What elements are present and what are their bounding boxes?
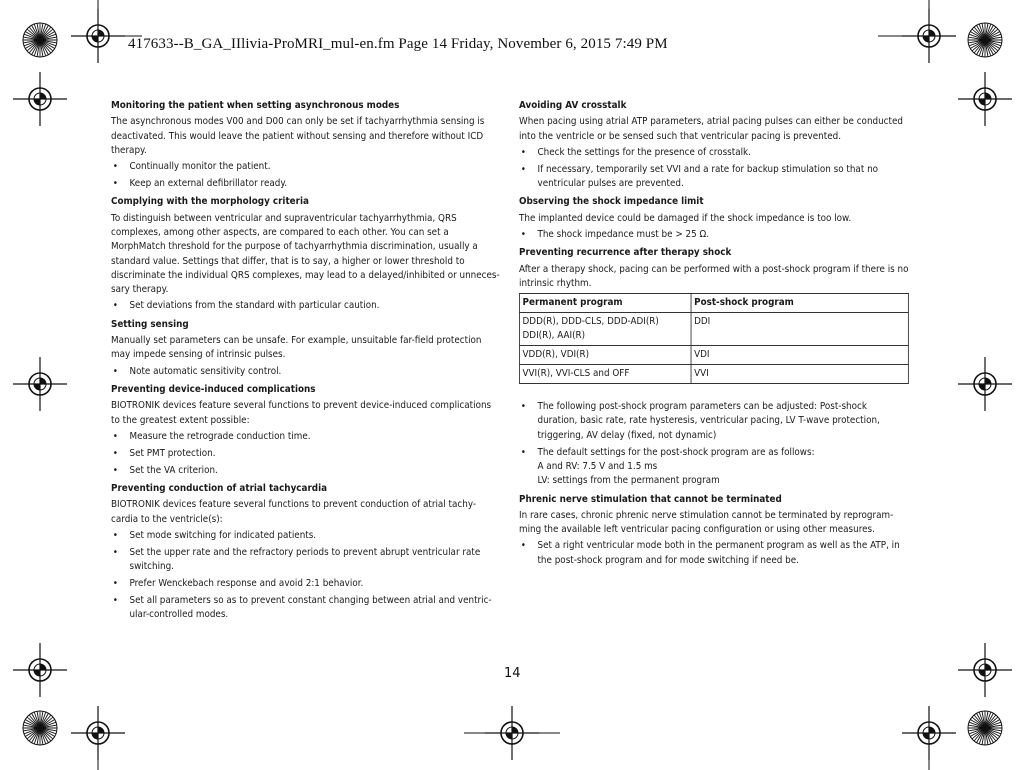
list-item-text: Check the settings for the presence of crosstalk. <box>537 146 751 158</box>
table-cell: VVI <box>691 365 908 384</box>
registration-mark-icon <box>13 357 67 411</box>
left-column <box>111 99 501 626</box>
table-row <box>519 365 908 384</box>
section <box>111 99 501 191</box>
bullet-glyph: • <box>520 228 526 240</box>
section <box>519 493 909 568</box>
list-item-text: Set deviations from the standard with particular caution. <box>129 300 380 312</box>
list-item <box>111 594 501 623</box>
section-heading: Observing the shock impedance limit <box>519 196 704 208</box>
bullet-glyph: • <box>520 540 526 552</box>
bullet-glyph: • <box>112 546 118 558</box>
bullet-glyph: • <box>112 594 118 606</box>
bullet-list <box>519 400 909 488</box>
list-item <box>111 177 501 191</box>
page-header: 417633--B_GA_IIlivia-ProMRI_mul-en.fm Page 14 Friday, November 6, 2015 7:49 PM <box>128 36 668 52</box>
bullet-glyph: • <box>112 464 118 476</box>
list-item <box>111 430 501 444</box>
table-cell: DDI <box>691 313 908 346</box>
list-item <box>111 529 501 543</box>
list-item-text: The default settings for the post-shock program are as follows: A and RV: 7.5 V and 1.5 ms LV: settings from the permanent program <box>537 446 815 487</box>
program-table <box>519 293 909 384</box>
bullet-list <box>111 299 501 313</box>
list-item-text: Set mode switching for indicated patients. <box>129 529 317 541</box>
section-heading: Avoiding AV crosstalk <box>519 100 627 111</box>
bullet-list <box>111 365 501 379</box>
section <box>111 482 501 622</box>
section <box>519 99 909 191</box>
body-paragraph: Manually set parameters can be unsafe. For example, unsuitable far-field protection may impede sensing of intrinsic pulses. <box>111 335 482 361</box>
section-heading: Setting sensing <box>111 318 189 330</box>
list-item-text: Set all parameters so as to prevent constant changing between atrial and ventric-ular-controlled modes. <box>129 594 492 621</box>
section-heading: Complying with the morphology criteria <box>111 196 309 208</box>
section-heading: Monitoring the patient when setting asynchronous modes <box>111 100 400 111</box>
body-paragraph: When pacing using atrial ATP parameters, atrial pacing pulses can either be conducted into the ventricle or be sensed such that ventricular pacing is prevented. <box>519 116 903 142</box>
body-paragraph: BIOTRONIK devices feature several functions to prevent conduction of atrial tachy-cardia to the ventricle(s): <box>111 499 477 525</box>
table-header-cell: Permanent program <box>519 294 691 313</box>
list-item <box>519 400 909 443</box>
bullet-list <box>111 529 501 623</box>
bullet-glyph: • <box>112 161 118 173</box>
list-item <box>519 228 909 242</box>
list-item <box>111 464 501 478</box>
list-item-text: If necessary, temporarily set VVI and a rate for backup stimulation so that no ventricular pulses are prevented. <box>537 163 879 190</box>
list-item-text: Keep an external defibrillator ready. <box>129 178 288 190</box>
body-paragraph: In rare cases, chronic phrenic nerve stimulation cannot be terminated by reprogram-ming the available left ventricular pacing configuration or using other measures. <box>519 509 894 536</box>
table-cell: VVI(R), VVI-CLS and OFF <box>519 365 691 384</box>
list-item-text: Prefer Wenckebach response and avoid 2:1 behavior. <box>129 577 364 589</box>
section <box>111 383 501 478</box>
table-cell: VDI <box>691 346 908 365</box>
table-cell: VDD(R), VDI(R) <box>519 346 691 365</box>
right-column <box>519 99 909 572</box>
registration-mark-icon <box>13 72 67 126</box>
registration-mark-icon <box>958 72 1012 126</box>
body-paragraph: The implanted device could be damaged if the shock impedance is too low. <box>519 212 852 224</box>
list-item <box>111 546 501 575</box>
section-heading: Preventing device-induced complications <box>111 383 316 395</box>
list-item-text: Continually monitor the patient. <box>129 161 271 173</box>
body-paragraph: After a therapy shock, pacing can be performed with a post-shock program if there is no intrinsic rhythm. <box>519 263 909 289</box>
bullet-glyph: • <box>112 300 118 312</box>
list-item <box>111 299 501 313</box>
list-item-text: Set the VA criterion. <box>129 464 218 476</box>
bullet-glyph: • <box>520 401 526 413</box>
list-item-text: Set a right ventricular mode both in the permanent program as well as the ATP, in the post-shock program and for mode switching if need be. <box>537 540 900 566</box>
list-item <box>111 160 501 174</box>
list-item <box>111 365 501 379</box>
table-row <box>519 346 908 365</box>
bullet-glyph: • <box>112 365 118 377</box>
list-item <box>111 447 501 461</box>
bullet-glyph: • <box>112 577 118 589</box>
bullet-list <box>519 146 909 191</box>
bullet-glyph: • <box>112 430 118 442</box>
bullet-glyph: • <box>520 146 526 158</box>
list-item <box>519 446 909 489</box>
table-cell: DDD(R), DDD-CLS, DDD-ADI(R) DDI(R), AAI(R) <box>519 313 691 346</box>
bullet-glyph: • <box>112 178 118 190</box>
table-row <box>519 313 908 346</box>
starburst-target-icon <box>23 23 57 57</box>
registration-mark-icon <box>13 643 67 697</box>
section <box>111 318 501 379</box>
list-item-text: Set the upper rate and the refractory periods to prevent abrupt ventricular rate switching. <box>129 546 481 572</box>
bullet-glyph: • <box>520 446 526 458</box>
section <box>111 195 501 313</box>
bullet-glyph: • <box>112 529 118 541</box>
bullet-glyph: • <box>112 447 118 459</box>
section-heading: Phrenic nerve stimulation that cannot be terminated <box>519 493 782 505</box>
list-item <box>519 163 909 192</box>
list-item-text: Set PMT protection. <box>129 447 216 459</box>
page-number: 14 <box>504 666 521 681</box>
section-heading: Preventing recurrence after therapy shock <box>519 247 732 259</box>
bullet-list <box>519 228 909 242</box>
section <box>519 246 909 488</box>
body-paragraph: The asynchronous modes V00 and D00 can only be set if tachyarrhythmia sensing is deactivated. This would leave the patient without sensing and therefore without ICD therapy. <box>111 116 485 156</box>
starburst-target-icon <box>23 711 57 745</box>
bullet-glyph: • <box>520 163 526 175</box>
list-item-text: The following post-shock program parameters can be adjusted: Post-shock duration, basic rate, rate hysteresis, ventricular pacing, LV T-wave protection, triggering, AV delay (fixed, not dynamic) <box>537 401 880 441</box>
registration-mark-icon <box>958 643 1012 697</box>
section <box>519 195 909 242</box>
registration-mark-icon <box>958 357 1012 411</box>
section-heading: Preventing conduction of atrial tachycardia <box>111 482 328 494</box>
body-paragraph: BIOTRONIK devices feature several functions to prevent device-induced complications to the greatest extent possible: <box>111 400 492 426</box>
bullet-list <box>519 539 909 568</box>
bullet-list <box>111 160 501 191</box>
list-item-text: Note automatic sensitivity control. <box>129 365 282 377</box>
list-item <box>519 539 909 568</box>
list-item-text: Measure the retrograde conduction time. <box>129 430 311 442</box>
table-header-cell: Post-shock program <box>691 294 908 313</box>
starburst-target-icon <box>968 23 1002 57</box>
bullet-list <box>111 430 501 478</box>
starburst-target-icon <box>968 711 1002 745</box>
list-item <box>111 577 501 591</box>
list-item-text: The shock impedance must be > 25 Ω. <box>537 228 710 240</box>
list-item <box>519 146 909 160</box>
body-paragraph: To distinguish between ventricular and supraventricular tachyarrhythmia, QRS complexes, among other aspects, are compared to each other. You can set a MorphMatch threshold for the purpose of tachyarrhythmia discrimination, usually a standard value. Settings that differ, that is to say, a higher or lower threshold to discriminate the individual QRS complexes, may lead to a delayed/inhibited or unneces-sary therapy. <box>111 212 500 296</box>
